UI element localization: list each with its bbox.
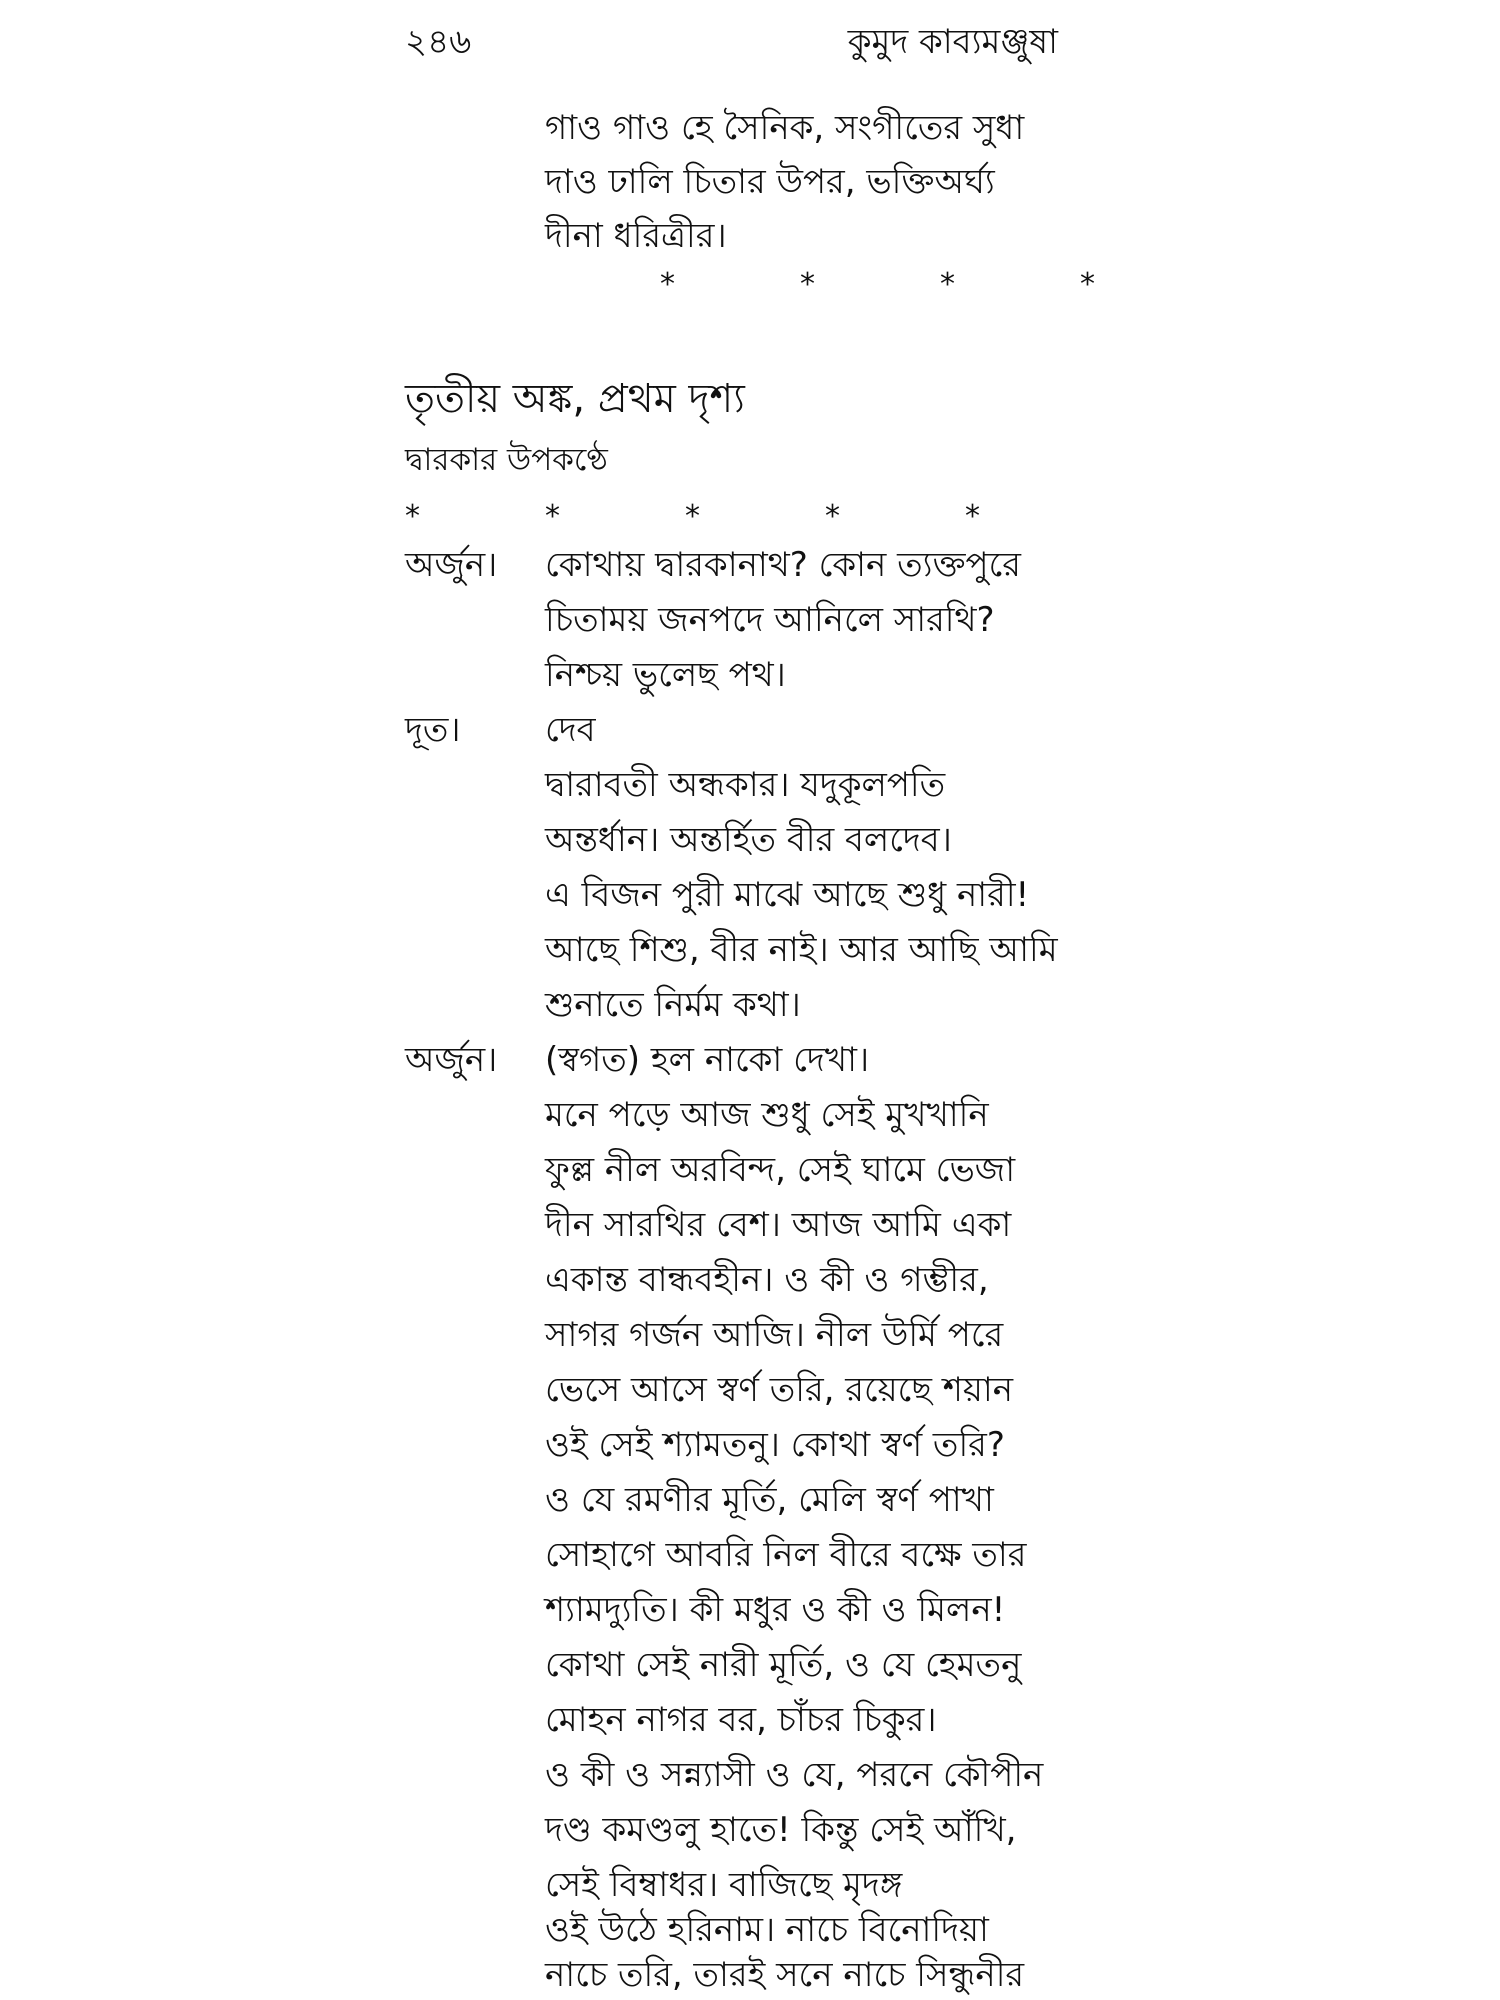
scene-location: দ্বারকার উপকণ্ঠে xyxy=(405,442,608,478)
separator-star: * xyxy=(940,267,955,302)
dialogue-line: ভেসে আসে স্বর্ণ তরি, রয়েছে শয়ান xyxy=(545,1370,1014,1410)
dialogue-line: আছে শিশু, বীর নাই। আর আছি আমি xyxy=(545,930,1058,970)
dialogue-line: চিতাময় জনপদে আনিলে সারথি? xyxy=(545,600,995,640)
dialogue-line: দ্বারাবতী অন্ধকার। যদুকূলপতি xyxy=(545,765,946,805)
verse-line: গাও গাও হে সৈনিক, সংগীতের সুধা xyxy=(545,108,1025,148)
separator-star: * xyxy=(825,499,840,534)
separator-star: * xyxy=(685,499,700,534)
dialogue-line: একান্ত বান্ধবহীন। ও কী ও গম্ভীর, xyxy=(545,1260,989,1300)
separator-star: * xyxy=(1080,267,1095,302)
dialogue-line: কোথায় দ্বারকানাথ? কোন ত্যক্তপুরে xyxy=(545,545,1021,585)
scene-title: তৃতীয় অঙ্ক, প্রথম দৃশ্য xyxy=(405,376,745,422)
separator-star: * xyxy=(660,267,675,302)
dialogue-line: দীন সারথির বেশ। আজ আমি একা xyxy=(545,1205,1012,1245)
dialogue-line: কোথা সেই নারী মূর্তি, ও যে হেমতনু xyxy=(545,1645,1022,1685)
dialogue-line: ও যে রমণীর মূর্তি, মেলি স্বর্ণ পাখা xyxy=(545,1480,994,1520)
separator-star: * xyxy=(965,499,980,534)
dialogue-line: সেই বিম্বাধর। বাজিছে মৃদঙ্গ xyxy=(545,1865,903,1905)
page-number: ২৪৬ xyxy=(405,22,472,62)
speaker-name: দূত। xyxy=(405,710,461,750)
dialogue-line: নিশ্চয় ভুলেছ পথ। xyxy=(545,655,786,695)
verse-line: দীনা ধরিত্রীর। xyxy=(545,216,727,256)
dialogue-line: দেব xyxy=(545,710,596,750)
speaker-name: অর্জুন। xyxy=(405,1040,498,1080)
section-separator xyxy=(0,499,1500,534)
dialogue-line: (স্বগত) হল নাকো দেখা। xyxy=(545,1040,870,1080)
dialogue-line: সাগর গর্জন আজি। নীল উর্মি পরে xyxy=(545,1315,1004,1355)
dialogue-line: ওই সেই শ্যামতনু। কোথা স্বর্ণ তরি? xyxy=(545,1425,1005,1465)
verse-line: দাও ঢালি চিতার উপর, ভক্তিঅর্ঘ্য xyxy=(545,162,995,202)
separator-star: * xyxy=(800,267,815,302)
separator-star: * xyxy=(405,499,420,534)
dialogue-line: এ বিজন পুরী মাঝে আছে শুধু নারী! xyxy=(545,875,1030,915)
dialogue-line: ফুল্ল নীল অরবিন্দ, সেই ঘামে ভেজা xyxy=(545,1150,1016,1190)
dialogue-line: ওই উঠে হরিনাম। নাচে বিনোদিয়া xyxy=(545,1910,989,1950)
dialogue-line: নাচে তরি, তারই সনে নাচে সিন্ধুনীর xyxy=(545,1955,1025,1995)
dialogue-line: ও কী ও সন্ন্যাসী ও যে, পরনে কৌপীন xyxy=(545,1755,1044,1795)
dialogue-line: মোহন নাগর বর, চাঁচর চিকুর। xyxy=(545,1700,937,1740)
dialogue-line: সোহাগে আবরি নিল বীরে বক্ষে তার xyxy=(545,1535,1027,1575)
dialogue-line: দণ্ড কমণ্ডলু হাতে! কিন্তু সেই আঁখি, xyxy=(545,1810,1017,1850)
dialogue-line: শ্যামদ্যুতি। কী মধুর ও কী ও মিলন! xyxy=(545,1590,1006,1630)
dialogue-line: মনে পড়ে আজ শুধু সেই মুখখানি xyxy=(545,1095,989,1135)
section-separator xyxy=(0,267,1500,302)
dialogue-line: অন্তর্ধান। অন্তর্হিত বীর বলদেব। xyxy=(545,820,952,860)
running-header-title: কুমুদ কাব্যমঞ্জুষা xyxy=(847,22,1058,62)
dialogue-line: শুনাতে নির্মম কথা। xyxy=(545,985,801,1025)
speaker-name: অর্জুন। xyxy=(405,545,498,585)
separator-star: * xyxy=(545,499,560,534)
